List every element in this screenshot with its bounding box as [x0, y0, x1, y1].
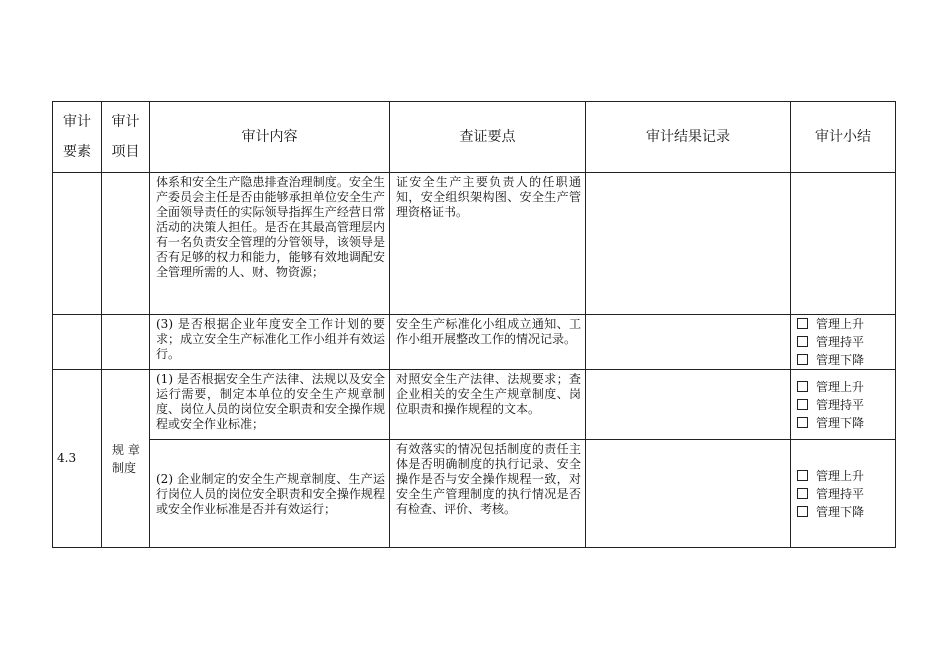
record-cell[interactable]	[586, 173, 791, 315]
option-flat[interactable]: 管理持平	[797, 485, 895, 503]
summary-checkboxes	[791, 315, 896, 370]
content-cell: (1) 是否根据安全生产法律、法规以及安全运行需要，制定本单位的安全生产规章制度、岗位人员的岗位安全职责和安全操作规程或安全作业标准；	[150, 370, 390, 440]
option-fall[interactable]: 管理下降	[797, 503, 895, 521]
summary-checkboxes	[791, 370, 896, 440]
option-flat[interactable]: 管理持平	[797, 396, 895, 414]
header-row	[53, 102, 896, 173]
table-row	[53, 370, 896, 440]
table-row	[53, 440, 896, 548]
summary-checkboxes	[791, 440, 896, 548]
checkbox[interactable]	[797, 318, 808, 329]
header-evidence: 查证要点	[390, 102, 586, 173]
header-item	[102, 102, 150, 173]
option-fall[interactable]: 管理下降	[797, 414, 895, 432]
evidence-cell: 有效落实的情况包括制度的责任主体是否明确制度的执行记录、安全操作是否与安全操作规程一致，对安全生产管理制度的执行情况是否有检查、评价、考核。	[390, 440, 586, 548]
record-cell[interactable]	[586, 315, 791, 370]
evidence-cell: 安全生产标准化小组成立通知、工作小组开展整改工作的情况记录。	[390, 315, 586, 370]
option-rise[interactable]: 管理上升	[797, 467, 895, 485]
item-name-line1: 规 章	[112, 442, 140, 457]
header-element-line2: 要素	[63, 144, 91, 160]
item-name-line2: 制度	[112, 460, 137, 475]
header-record: 审计结果记录	[586, 102, 791, 173]
checkbox[interactable]	[797, 488, 808, 499]
audit-table	[52, 101, 896, 548]
option-rise[interactable]: 管理上升	[797, 378, 895, 396]
option-flat[interactable]: 管理持平	[797, 333, 895, 351]
option-rise[interactable]: 管理上升	[797, 315, 895, 333]
item-cell	[102, 315, 150, 370]
record-cell[interactable]	[586, 440, 791, 548]
evidence-cell: 对照安全生产法律、法规要求；查企业相关的安全生产规章制度、岗位职责和操作规程的文本。	[390, 370, 586, 440]
checkbox[interactable]	[797, 354, 808, 365]
item-name	[102, 370, 150, 548]
checkbox[interactable]	[797, 336, 808, 347]
header-element	[53, 102, 102, 173]
evidence-cell: 证安全生产主要负责人的任职通知，安全组织架构图、安全生产管理资格证书。	[390, 173, 586, 315]
checkbox[interactable]	[797, 417, 808, 428]
record-cell[interactable]	[586, 370, 791, 440]
header-item-line1: 审计	[111, 114, 140, 130]
header-summary: 审计小结	[791, 102, 896, 173]
checkbox[interactable]	[797, 381, 808, 392]
checkbox[interactable]	[797, 399, 808, 410]
element-cell	[53, 315, 102, 370]
content-cell: 体系和安全生产隐患排查治理制度。安全生产委员会主任是否由能够承担单位安全生产全面领导责任的实际领导指挥生产经营日常活动的决策人担任。是否在其最高管理层内有一名负责安全管理的分管领导，该领导是否有足够的权力和能力，能够有效地调配安全管理所需的人、财、物资源；	[150, 173, 390, 315]
table-row	[53, 173, 896, 315]
checkbox[interactable]	[797, 506, 808, 517]
summary-cell	[791, 173, 896, 315]
table-row	[53, 315, 896, 370]
item-cell	[102, 173, 150, 315]
header-content: 审计内容	[150, 102, 390, 173]
content-cell: (3) 是否根据企业年度安全工作计划的要求；成立安全生产标准化工作小组并有效运行。	[150, 315, 390, 370]
checkbox[interactable]	[797, 470, 808, 481]
content-cell: (2) 企业制定的安全生产规章制度、生产运行岗位人员的岗位安全职责和安全操作规程或安全作业标准是否并有效运行；	[150, 440, 390, 548]
element-cell	[53, 173, 102, 315]
header-element-line1: 审计	[63, 114, 91, 130]
element-id: 4.3	[53, 370, 102, 548]
header-item-line2: 项目	[111, 144, 140, 160]
option-fall[interactable]: 管理下降	[797, 351, 895, 369]
